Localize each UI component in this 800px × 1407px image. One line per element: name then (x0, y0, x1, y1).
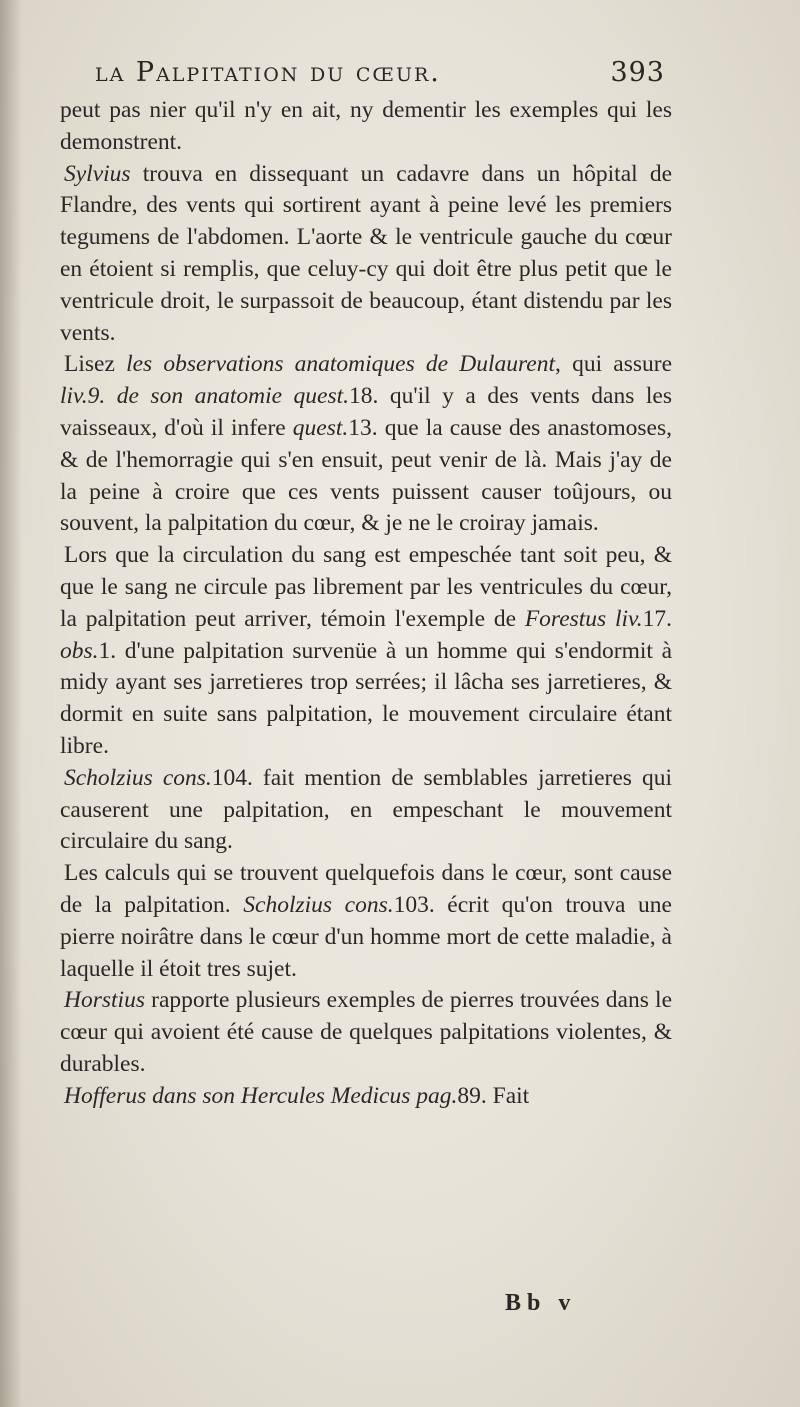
text-segment: peut pas nier qu'il n'y en ait, ny dementir les exemples qui les demonstrent. (60, 97, 672, 155)
signature-mark: Bb v (505, 1290, 577, 1316)
text-segment: Lisez (64, 351, 127, 378)
paragraph (60, 349, 672, 540)
text-segment: 18. qu'il y a des vents dans les vaisseaux, d'où il infere (60, 383, 672, 441)
text-segment: 104. fait mention de semblables jarretieres qui causerent une palpitation, en empeschant le mouvement circulaire du sang. (60, 764, 672, 855)
text-segment: 103. écrit qu'on trouva une pierre noirâtre dans le cœur d'un homme mort de cette maladie, à laquelle il étoit tres sujet. (60, 891, 672, 982)
italic-text: liv.9. de son anatomie quest. (60, 383, 350, 410)
body-text (60, 95, 672, 1113)
text-segment: Les calculs qui se trouvent quelquefois dans le cœur, sont cause de la palpitation. (60, 860, 672, 918)
page-number: 393 (610, 57, 665, 88)
text-segment: 13. que la cause des anastomoses, & de l'hemorragie qui s'en ensuit, peut venir de là. Mais j'ay de la peine à croire que ces vents puissent causer toûjours, ou souvent, la palpitation du cœur, & je ne le croiray jamais. (60, 414, 672, 537)
paragraph (60, 540, 672, 763)
page-edge-shadow (0, 0, 22, 1407)
italic-text: Sylvius (64, 160, 131, 187)
text-segment: , qui assure (555, 351, 672, 378)
paragraph (60, 858, 672, 985)
text-segment: rapporte plusieurs exemples de pierres trouvées dans le cœur qui avoient été cause de quelques palpitations violentes, & durables. (60, 987, 672, 1077)
paragraph (60, 763, 672, 858)
page-header (95, 55, 665, 95)
italic-text: quest. (292, 414, 349, 441)
italic-text: Forestus liv. (524, 605, 643, 632)
text-segment: 17. (642, 605, 672, 632)
text-segment: 89. Fait (457, 1082, 530, 1109)
italic-text: obs. (60, 637, 99, 664)
text-segment: trouva en dissequant un cadavre dans un hôpital de Flandre, des vents qui sortirent ayant à peine levé les premiers tegumens de l'abdomen. L'aorte & le ventricule gauche du cœur en étoient si remplis, que celuy-cy qui doit être plus petit que le ventricule droit, le surpassoit de beaucoup, étant distendu par les vents. (60, 160, 672, 346)
italic-text: Scholzius cons. (64, 764, 212, 791)
text-segment: Lors que la circulation du sang est empeschée tant soit peu, & que le sang ne circule pas librement par les ventricules du cœur, la palpitation peut arriver, témoin l'exemple de (60, 542, 672, 632)
paragraph (60, 95, 672, 159)
italic-text: Hofferus dans son Hercules Medicus pag. (64, 1082, 458, 1109)
italic-text: les observations anatomiques de Dulaurent (126, 351, 556, 378)
paragraph (60, 159, 672, 350)
running-title: la Palpitation du cœur. (95, 57, 441, 88)
paragraph (60, 1081, 672, 1113)
italic-text: Scholzius cons. (243, 891, 394, 918)
italic-text: Horstius (64, 987, 145, 1014)
text-segment: 1. d'une palpitation survenüe à un homme qui s'endormit à midy ayant ses jarretieres trop serrées; il lâcha ses jarretieres, & dormit en suite sans palpitation, le mouvement circulaire étant libre. (60, 637, 672, 759)
paragraph (60, 985, 672, 1080)
